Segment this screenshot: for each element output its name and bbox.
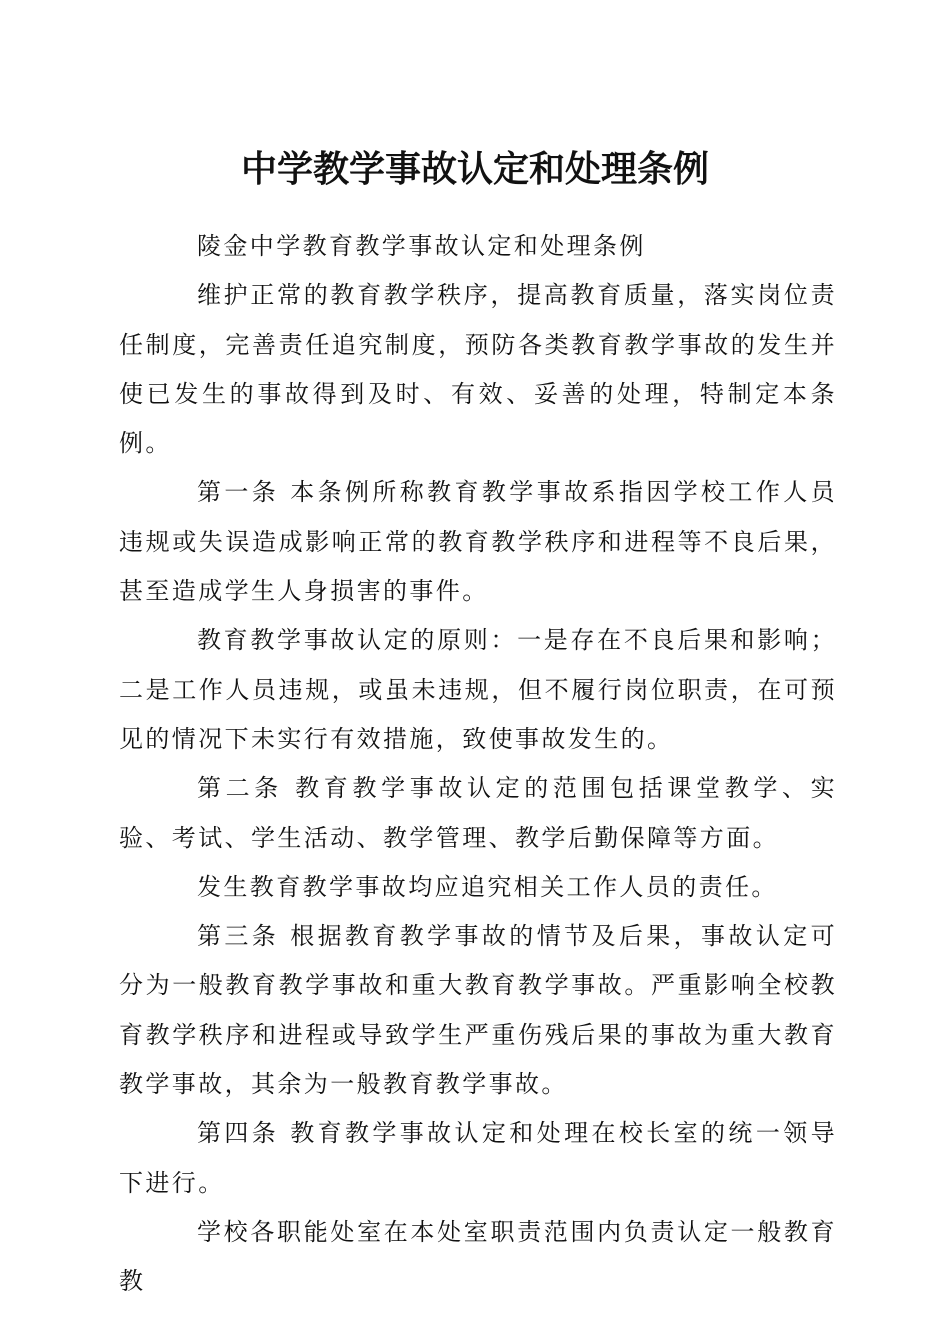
paragraph-article-3: 第三条 根据教育教学事故的情节及后果，事故认定可分为一般教育教学事故和重大教育教学事故。严重影响全校教育教学秩序和进程或导致学生严重伤残后果的事故为重大教育教学事故，其余为一般教育教学事故。 (119, 922, 837, 1099)
document-body (119, 222, 837, 1307)
paragraph-article-4: 第四条 教育教学事故认定和处理在校长室的统一领导下进行。 (119, 1119, 837, 1197)
paragraph-article-1: 第一条 本条例所称教育教学事故系指因学校工作人员违规或失误造成影响正常的教育教学秩序和进程等不良后果，甚至造成学生人身损害的事件。 (119, 478, 837, 606)
paragraph-departments: 学校各职能处室在本处室职责范围内负责认定一般教育教 (119, 1217, 837, 1296)
paragraph-preamble: 维护正常的教育教学秩序，提高教育质量，落实岗位责任制度，完善责任追究制度，预防各类教育教学事故的发生并使已发生的事故得到及时、有效、妥善的处理，特制定本条例。 (119, 281, 837, 458)
paragraph-heading: 陵金中学教育教学事故认定和处理条例 (197, 232, 646, 260)
paragraph-article-2: 第二条 教育教学事故认定的范围包括课堂教学、实验、考试、学生活动、教学管理、教学后勤保障等方面。 (119, 774, 837, 852)
document-title: 中学教学事故认定和处理条例 (240, 148, 709, 190)
paragraph-responsibility: 发生教育教学事故均应追究相关工作人员的责任。 (197, 872, 778, 901)
paragraph-principle: 教育教学事故认定的原则：一是存在不良后果和影响；二是工作人员违规，或虽未违规，但不履行岗位职责，在可预见的情况下未实行有效措施，致使事故发生的。 (119, 626, 837, 753)
